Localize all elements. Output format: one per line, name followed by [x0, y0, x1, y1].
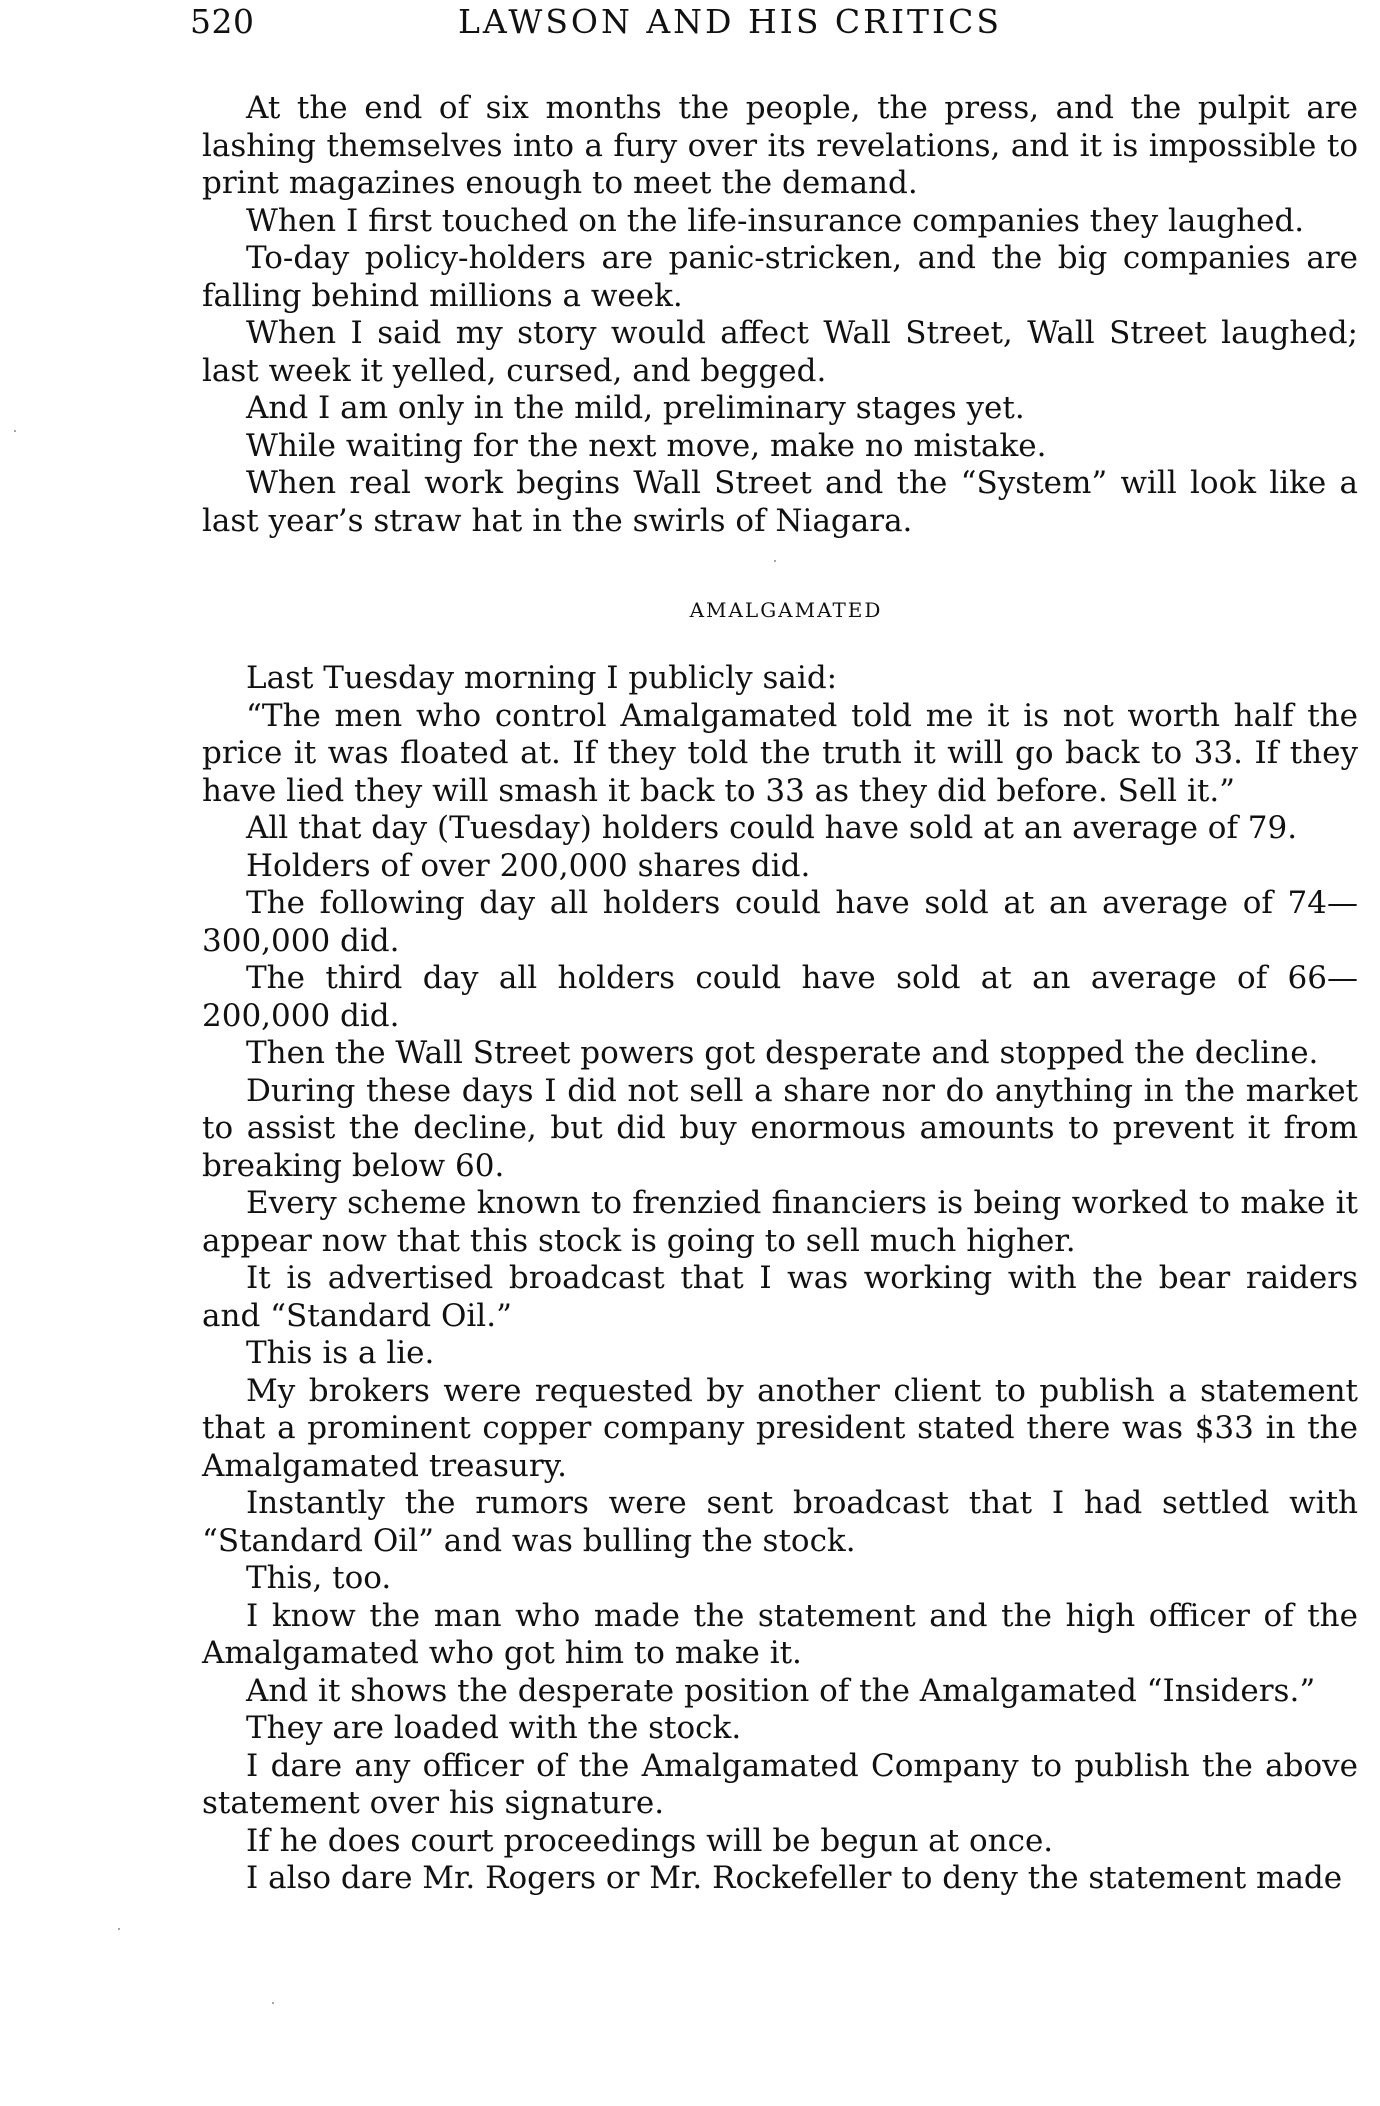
paper-speck	[774, 560, 776, 562]
paragraph: All that day (Tuesday) holders could have sold at an average of 79.	[246, 810, 1298, 846]
paragraph: When I said my story would affect Wall Street, Wall Street laughed; last week it yelled, cursed, and begged.	[202, 315, 1358, 389]
paragraph: Every scheme known to frenzied financiers is being worked to make it appear now that this stock is going to sell much higher.	[202, 1185, 1358, 1259]
paragraph: At the end of six months the people, the press, and the pulpit are lashing themselves into a fury over its revelations, and it is impossible to print magazines enough to meet the demand.	[202, 90, 1358, 201]
paper-speck	[272, 2002, 274, 2004]
paragraph: I also dare Mr. Rogers or Mr. Rockefeller to deny the statement made	[246, 1860, 1343, 1896]
page-number: 520	[190, 2, 255, 41]
paragraph: “The men who control Amalgamated told me it is not worth half the price it was floated at. If they told the truth it will go back to 33. If they have lied they will smash it back to 33 as they did before. Sell it.”	[202, 697, 1358, 809]
running-head	[190, 0, 1360, 44]
paragraph: The following day all holders could have sold at an average of 74—300,000 did.	[202, 885, 1358, 959]
paragraph: I know the man who made the statement and the high officer of the Amalgamated who got him to make it.	[202, 1597, 1358, 1671]
paragraph: When real work begins Wall Street and the “System” will look like a last year’s straw hat in the swirls of Niagara.	[202, 465, 1358, 539]
paragraph: During these days I did not sell a share nor do anything in the market to assist the decline, but did buy enormous amounts to prevent it from breaking below 60.	[202, 1072, 1358, 1184]
paragraph: Instantly the rumors were sent broadcast that I had settled with “Standard Oil” and was bulling the stock.	[202, 1485, 1358, 1559]
paragraph: Last Tuesday morning I publicly said:	[246, 660, 838, 696]
paper-speck	[118, 1928, 120, 1930]
paragraph: Then the Wall Street powers got desperate and stopped the decline.	[246, 1035, 1319, 1071]
paragraph: This is a lie.	[246, 1335, 435, 1371]
paper-speck	[14, 430, 16, 432]
paragraph: They are loaded with the stock.	[246, 1710, 742, 1746]
paragraph: The third day all holders could have sold at an average of 66—200,000 did.	[202, 960, 1358, 1034]
paragraph: And it shows the desperate position of the Amalgamated “Insiders.”	[246, 1672, 1316, 1709]
paragraph: It is advertised broadcast that I was working with the bear raiders and “Standard Oil.”	[202, 1260, 1358, 1334]
paragraph: I dare any officer of the Amalgamated Company to publish the above statement over his signature.	[202, 1747, 1358, 1821]
paragraph: If he does court proceedings will be begun at once.	[246, 1822, 1054, 1859]
paragraph: When I first touched on the life-insurance companies they laughed.	[246, 202, 1305, 239]
paragraph: And I am only in the mild, preliminary stages yet.	[246, 390, 1025, 426]
paragraph: To-day policy-holders are panic-stricken, and the big companies are falling behind millions a week.	[202, 240, 1358, 314]
paragraph: Holders of over 200,000 shares did.	[246, 847, 811, 884]
intro-text	[202, 90, 1358, 540]
paragraph: While waiting for the next move, make no mistake.	[246, 427, 1047, 464]
paragraph: My brokers were requested by another client to publish a statement that a prominent copper company president stated there was $33 in the Amalgamated treasury.	[202, 1372, 1358, 1484]
amalgamated-section-text	[202, 660, 1358, 1898]
paragraph: This, too.	[246, 1560, 392, 1596]
section-heading: AMALGAMATED	[689, 598, 883, 622]
running-head-title: LAWSON AND HIS CRITICS	[458, 2, 1002, 41]
